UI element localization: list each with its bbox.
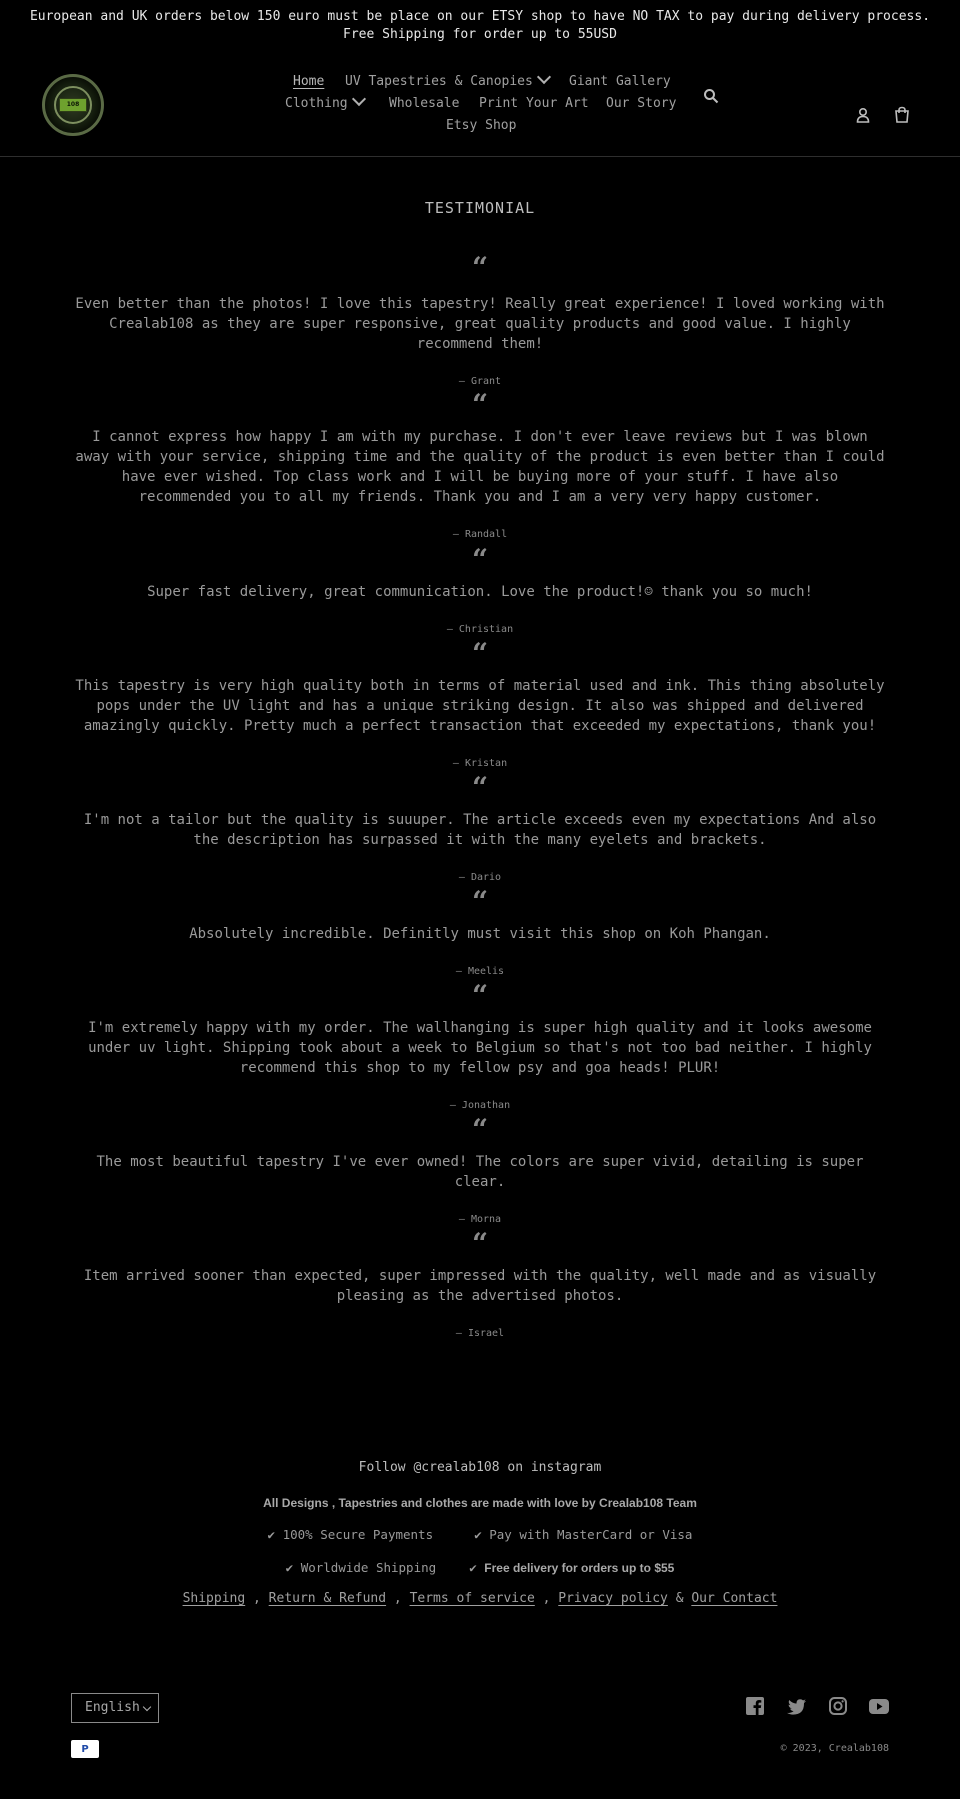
testimonial-text: Super fast delivery, great communication. Love the product!☺ thank you so much! bbox=[147, 584, 813, 600]
quote-icon: “ bbox=[471, 885, 489, 918]
instagram-follow-link[interactable]: Follow @crealab108 on instagram bbox=[358, 1460, 602, 1475]
testimonial-text: Even better than the photos! I love this tapestry! Really great experience! I loved working with Crealab108 as they are super responsive, great quality products and good value. I highly recommend them! bbox=[75, 296, 885, 352]
testimonial-text: I'm not a tailor but the quality is suuuper. The article exceeds even my expectations And also the description has surpassed it with the many eyelets and brackets. bbox=[83, 812, 877, 848]
testimonial-author: — Randall bbox=[452, 529, 508, 540]
language-select[interactable] bbox=[71, 1693, 159, 1723]
copyright: © 2023, Crealab108 bbox=[780, 1743, 889, 1754]
quote-icon: “ bbox=[471, 543, 489, 576]
testimonial bbox=[72, 885, 888, 977]
return-refund-link[interactable]: Return & Refund bbox=[268, 1591, 387, 1606]
free-delivery-check: ✔ bbox=[469, 1560, 477, 1575]
terms-link[interactable]: Terms of service bbox=[409, 1591, 535, 1606]
logo-emblem bbox=[54, 86, 92, 124]
separator: , bbox=[253, 1591, 261, 1606]
language-value: English bbox=[85, 1700, 140, 1715]
quote-icon: “ bbox=[471, 388, 489, 421]
testimonial bbox=[72, 543, 888, 635]
chevron-down-icon bbox=[352, 92, 366, 106]
nav-giant-gallery[interactable]: Giant Gallery bbox=[569, 74, 671, 89]
secure-payments-text: ✔ 100% Secure Payments bbox=[267, 1527, 434, 1542]
privacy-link[interactable]: Privacy policy bbox=[558, 1591, 668, 1606]
testimonial-author: — Dario bbox=[458, 872, 502, 883]
quote-icon: “ bbox=[471, 1113, 489, 1146]
testimonial-text: Item arrived sooner than expected, super impressed with the quality, well made and as visually pleasing as the advertised photos. bbox=[83, 1268, 877, 1304]
contact-link[interactable]: Our Contact bbox=[691, 1591, 778, 1606]
quote-icon: “ bbox=[471, 637, 489, 670]
quote-icon: “ bbox=[471, 1227, 489, 1260]
separator: , bbox=[393, 1591, 402, 1606]
page-title: TESTIMONIAL bbox=[424, 199, 536, 217]
testimonial-author: — Morna bbox=[458, 1214, 502, 1225]
testimonial bbox=[72, 637, 888, 769]
testimonial bbox=[72, 771, 888, 883]
paypal-icon: P bbox=[71, 1740, 99, 1758]
pay-cards-text: ✔ Pay with MasterCard or Visa bbox=[474, 1527, 693, 1542]
footer-links bbox=[0, 1591, 960, 1606]
nav-print-your-art[interactable]: Print Your Art bbox=[479, 96, 589, 111]
testimonial-author: — Christian bbox=[446, 624, 514, 635]
quote-icon: “ bbox=[471, 251, 489, 284]
announcement-bar bbox=[0, 0, 960, 44]
nav-clothing-label: Clothing bbox=[285, 96, 348, 111]
testimonial-text: Absolutely incredible. Definitly must visit this shop on Koh Phangan. bbox=[189, 926, 771, 942]
testimonial bbox=[72, 1113, 888, 1225]
instagram-icon[interactable] bbox=[829, 1697, 847, 1719]
testimonial-text: I cannot express how happy I am with my purchase. I don't ever leave reviews but I was blown away with your service, shipping time and the quality of the product is even better than I could have ever wished. Top class work and I will be buying more of your stuff. I have also recommended you to all my friends. Thank you and I am a very very happy customer. bbox=[75, 429, 885, 505]
testimonial-author: — Israel bbox=[455, 1328, 505, 1339]
testimonial bbox=[72, 1227, 888, 1339]
testimonial-author: — Meelis bbox=[455, 966, 505, 977]
worldwide-shipping-text: ✔ Worldwide Shipping bbox=[285, 1560, 437, 1575]
quote-icon: “ bbox=[471, 771, 489, 804]
site-header bbox=[0, 44, 960, 157]
testimonial-text: The most beautiful tapestry I've ever owned! The colors are super vivid, detailing is super clear. bbox=[96, 1154, 864, 1190]
free-delivery-text: Free delivery for orders up to $55 bbox=[484, 1561, 675, 1575]
facebook-icon[interactable] bbox=[746, 1697, 764, 1719]
nav-uv-tapestries[interactable] bbox=[345, 74, 549, 89]
chevron-down-icon bbox=[537, 70, 551, 84]
nav-uv-label: UV Tapestries & Canopies bbox=[345, 74, 533, 89]
logo-mark: 108 bbox=[59, 98, 87, 112]
nav-wholesale[interactable]: Wholesale bbox=[389, 96, 460, 111]
testimonial bbox=[72, 251, 888, 387]
announcement-line-2: Free Shipping for order up to 55USD bbox=[343, 27, 617, 42]
nav-etsy-shop[interactable]: Etsy Shop bbox=[446, 118, 517, 133]
shipping-link[interactable]: Shipping bbox=[182, 1591, 246, 1606]
nav-home[interactable]: Home bbox=[293, 74, 325, 89]
announcement-line-1: European and UK orders below 150 euro must be place on our ETSY shop to have NO TAX to pay during delivery process. bbox=[29, 9, 931, 24]
chevron-down-icon bbox=[143, 1703, 151, 1711]
testimonial bbox=[72, 388, 888, 540]
account-icon[interactable] bbox=[856, 107, 870, 127]
twitter-icon[interactable] bbox=[787, 1699, 806, 1719]
made-with-love-text: All Designs , Tapestries and clothes are made with love by Crealab108 Team bbox=[263, 1496, 697, 1510]
testimonial-text: I'm extremely happy with my order. The wallhanging is super high quality and it looks awesome under uv light. Shipping took about a week to Belgium so that's not too bad neither. I highly recommend this shop to my fellow psy and goa heads! PLUR! bbox=[88, 1020, 872, 1076]
youtube-icon[interactable] bbox=[869, 1699, 889, 1718]
testimonial bbox=[72, 979, 888, 1111]
testimonial-author: — Kristan bbox=[452, 758, 508, 769]
testimonial-author: — Grant bbox=[458, 376, 502, 387]
features-row-2 bbox=[0, 1560, 960, 1575]
testimonial-author: — Jonathan bbox=[449, 1100, 511, 1111]
search-icon[interactable] bbox=[703, 88, 719, 108]
separator: & bbox=[675, 1591, 684, 1606]
testimonial-text: This tapestry is very high quality both in terms of material used and ink. This thing absolutely pops under the UV light and has a unique striking design. It also was shipped and delivered amazingly quickly. Pretty much a perfect transaction that exceeded my expectations, thank you! bbox=[75, 678, 885, 734]
quote-icon: “ bbox=[471, 979, 489, 1012]
nav-our-story[interactable]: Our Story bbox=[606, 96, 677, 111]
separator: , bbox=[542, 1591, 551, 1606]
cart-icon[interactable] bbox=[894, 106, 910, 127]
logo[interactable] bbox=[42, 74, 104, 136]
features-row-1 bbox=[0, 1527, 960, 1542]
nav-clothing[interactable] bbox=[285, 96, 364, 111]
